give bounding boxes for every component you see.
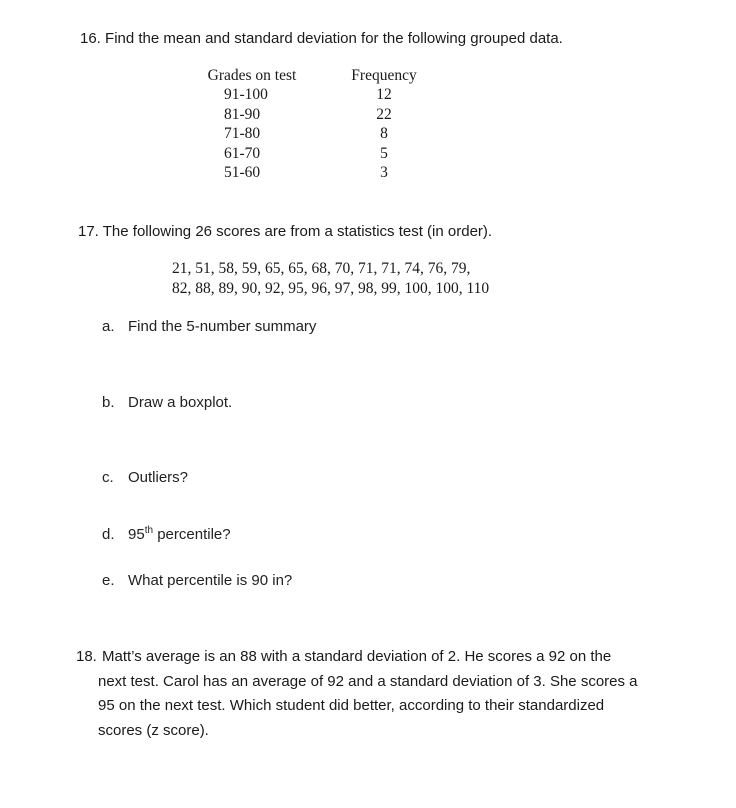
question-18-line-1 — [76, 645, 676, 670]
part-c-text: Outliers? — [128, 469, 189, 486]
question-18-line-2: next test. Carol has an average of 92 and a standard deviation of 3. She scores a — [98, 672, 638, 690]
header-grades: Grades on test — [207, 67, 297, 84]
question-16 — [80, 30, 563, 47]
question-18-line-3: 95 on the next test. Which student did better, according to their standardized — [98, 697, 605, 715]
part-a-text: Find the 5-number summary — [128, 318, 317, 335]
table-header-row — [200, 66, 424, 85]
part-b-text: Draw a boxplot. — [128, 394, 233, 411]
table-row — [200, 105, 424, 124]
question-17-part-c — [102, 469, 188, 486]
frequency-value: 8 — [380, 125, 388, 143]
grade-range: 81-90 — [224, 105, 261, 123]
grade-range: 51-60 — [224, 164, 261, 182]
question-17-part-a — [102, 318, 316, 335]
question-17 — [78, 223, 492, 240]
question-16-number: 16. — [80, 30, 101, 47]
question-18 — [76, 645, 676, 743]
question-18-number: 18. — [76, 648, 97, 665]
question-17-part-e — [102, 572, 292, 589]
table-row — [200, 144, 424, 163]
part-d-ordinal: th — [144, 525, 154, 536]
part-e-text: What percentile is 90 in? — [128, 572, 293, 589]
grade-range: 71-80 — [224, 125, 261, 143]
grade-range: 91-100 — [224, 86, 268, 104]
question-16-text: Find the mean and standard deviation for the following grouped data. — [105, 30, 563, 47]
part-e-label: e. — [102, 572, 115, 589]
question-17-part-d — [102, 526, 231, 543]
frequency-value: 12 — [376, 86, 392, 104]
part-a-label: a. — [102, 318, 115, 335]
question-18-text-1: Matt’s average is an 88 with a standard deviation of 2. He scores a 92 on the — [102, 648, 612, 665]
grouped-data-table — [200, 66, 424, 182]
question-17-part-b — [102, 394, 232, 411]
part-d-text: percentile? — [153, 526, 231, 543]
question-17-text: The following 26 scores are from a statistics test (in order). — [102, 223, 493, 240]
part-d-number: 95 — [128, 526, 145, 543]
frequency-value: 22 — [376, 105, 392, 123]
table-row — [200, 124, 424, 143]
table-row — [200, 85, 424, 104]
question-17-number: 17. — [78, 223, 99, 240]
question-18-line-4: scores (z score). — [98, 721, 209, 739]
frequency-value: 5 — [380, 144, 388, 162]
table-row — [200, 163, 424, 182]
frequency-value: 3 — [380, 164, 388, 182]
grade-range: 61-70 — [224, 144, 261, 162]
scores-line-1: 21, 51, 58, 59, 65, 65, 68, 70, 71, 71, 74, 76, 79, — [172, 260, 471, 277]
part-d-label: d. — [102, 526, 115, 543]
part-b-label: b. — [102, 394, 115, 411]
header-frequency: Frequency — [351, 67, 417, 84]
part-c-label: c. — [102, 469, 114, 486]
scores-line-2: 82, 88, 89, 90, 92, 95, 96, 97, 98, 99, 100, 100, 110 — [172, 280, 490, 297]
